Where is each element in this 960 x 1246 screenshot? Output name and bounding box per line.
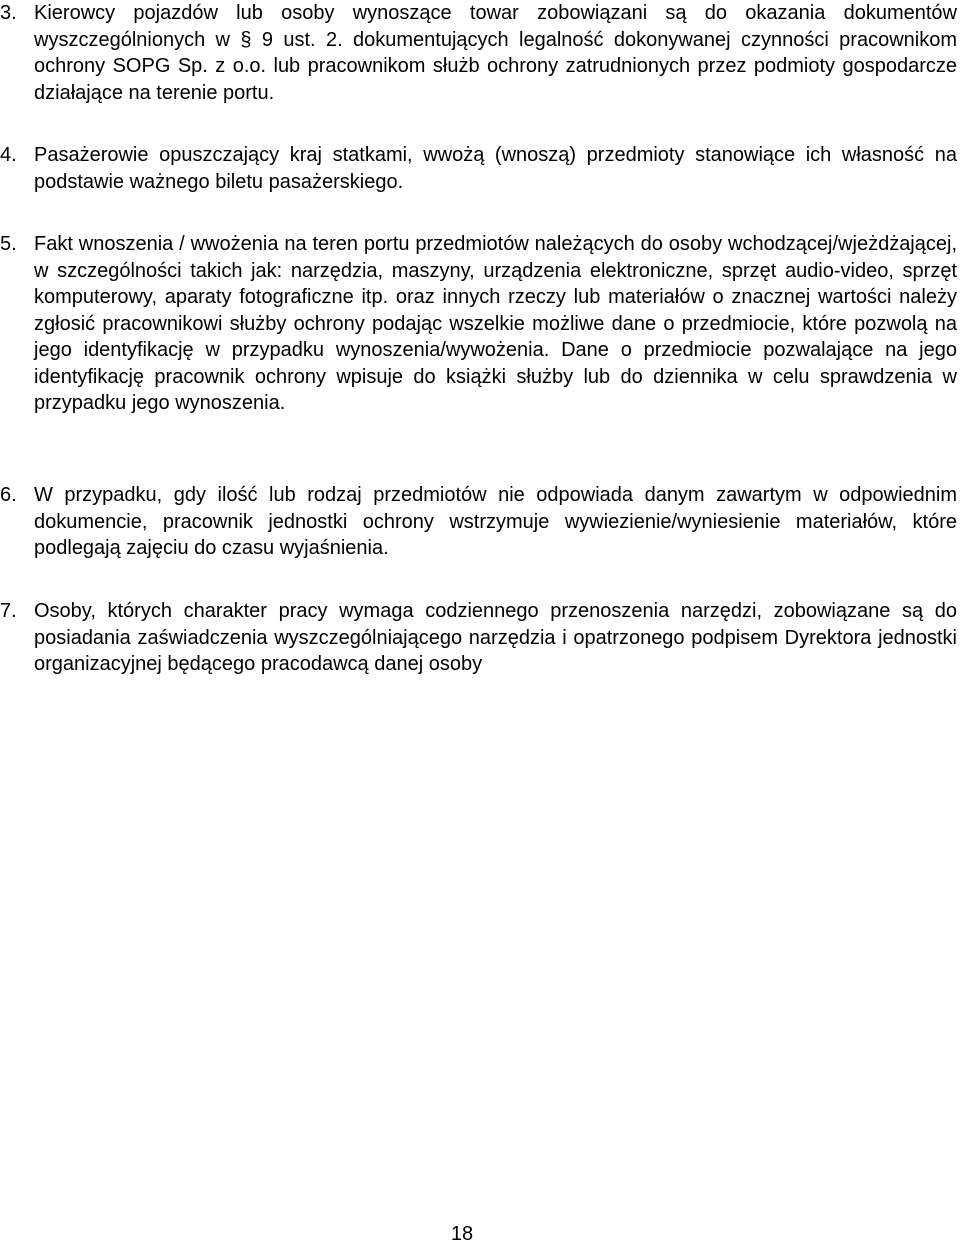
item-number: 6. xyxy=(0,484,17,506)
item-text: Fakt wnoszenia / wwożenia na teren portu przedmiotów należących do osoby wchodzącej/wjeżdżającej, w szczególności takich jak: narzędzia, maszyny, urządzenia elektroniczne, sprzęt audio-video, sprzęt komputerowy, aparaty fotograficzne itp. oraz innych rzeczy lub materiałów o znacznej wartości należy zgłosić pracownikowi służby ochrony podając wszelkie możliwe dane o przedmiocie, które pozwolą na jego identyfikację w przypadku wynoszenia/wywożenia. Dane o przedmiocie pozwalające na jego identyfikację pracownik ochrony wpisuje do książki służby lub do dziennika w celu sprawdzenia w przypadku jego wynoszenia. xyxy=(34,233,957,414)
item-text: Osoby, których charakter pracy wymaga codziennego przenoszenia narzędzi, zobowiązane są do posiadania zaświadczenia wyszczególniającego narzędzia i opatrzonego podpisem Dyrektora jednostki organizacyjnej będącego pracodawcą danej osoby xyxy=(34,600,957,675)
item-number: 4. xyxy=(0,144,17,166)
item-text: Pasażerowie opuszczający kraj statkami, wwożą (wnoszą) przedmioty stanowiące ich własność na podstawie ważnego biletu pasażerskiego. xyxy=(34,144,957,193)
page-number: 18 xyxy=(450,1223,474,1245)
item-number: 5. xyxy=(0,233,17,255)
item-number: 3. xyxy=(0,2,17,24)
item-number: 7. xyxy=(0,600,17,622)
item-text: W przypadku, gdy ilość lub rodzaj przedmiotów nie odpowiada danym zawartym w odpowiednim dokumencie, pracownik jednostki ochrony wstrzymuje wywiezienie/wyniesienie materiałów, które podlegają zajęciu do czasu wyjaśnienia. xyxy=(34,484,957,559)
item-text: Kierowcy pojazdów lub osoby wynoszące towar zobowiązani są do okazania dokumentów wyszczególnionych w § 9 ust. 2. dokumentujących legalność dokonywanej czynności pracownikom ochrony SOPG Sp. z o.o. lub pracownikom służb ochrony zatrudnionych przez podmioty gospodarcze działające na terenie portu. xyxy=(34,2,957,104)
